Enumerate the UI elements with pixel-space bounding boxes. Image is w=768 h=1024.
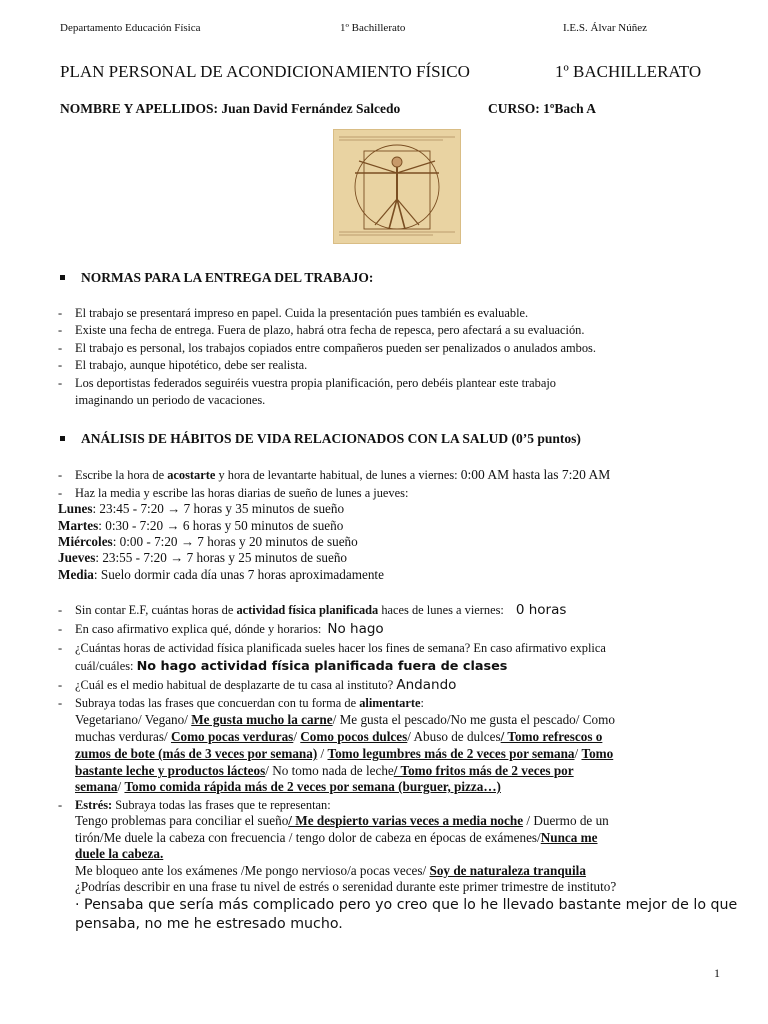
header-school: I.E.S. Álvar Núñez bbox=[563, 22, 648, 34]
q-text: Subraya todas las frases que te representan: bbox=[112, 798, 331, 812]
dash-bullet-icon: - bbox=[58, 323, 63, 337]
sleep-day-row bbox=[58, 501, 344, 518]
q-bold: alimentarte bbox=[359, 696, 421, 710]
food-line bbox=[75, 779, 501, 796]
sleep-day-row bbox=[58, 534, 358, 551]
food-option-underlined: Tomo bbox=[581, 746, 614, 761]
norma-text: El trabajo, aunque hipotético, debe ser realista. bbox=[75, 358, 308, 372]
section-habitos-title: ANÁLISIS DE HÁBITOS DE VIDA RELACIONADOS CON LA SALUD (0’5 puntos) bbox=[81, 431, 581, 446]
square-bullet-icon bbox=[60, 275, 65, 280]
norma-text: Los deportistas federados seguiréis vuestra propia planificación, pero debéis plantear este trabajo bbox=[75, 376, 556, 390]
food-option-underlined: / Tomo fritos más de 2 veces por bbox=[393, 763, 574, 778]
q-bold: acostarte bbox=[167, 468, 216, 482]
dash-bullet-icon: - bbox=[58, 468, 63, 482]
q-text: haces de lunes a viernes: bbox=[378, 603, 504, 617]
day-text: : 23:55 - 7:20 → 7 horas y 25 minutos de sueño bbox=[95, 550, 348, 565]
food-option-underlined: Como pocos dulces bbox=[300, 729, 408, 744]
food-option-underlined: Tomo comida rápida más de 2 veces por semana (burguer, pizza…) bbox=[124, 779, 501, 794]
norma-text: El trabajo es personal, los trabajos copiados entre compañeros pueden ser penalizados o anulados ambos. bbox=[75, 341, 596, 355]
header-department: Departamento Educación Física bbox=[60, 22, 201, 34]
food-option: / No tomo nada de leche bbox=[265, 763, 394, 778]
day-text: : Suelo dormir cada día unas 7 horas aproximadamente bbox=[93, 567, 384, 582]
day-text: : 0:30 - 7:20 → 6 horas y 50 minutos de sueño bbox=[98, 518, 344, 533]
weekend-answer-row bbox=[75, 658, 507, 676]
food-option: / bbox=[574, 746, 582, 761]
stress-line bbox=[75, 863, 586, 880]
food-option: / Abuso de dulces bbox=[407, 729, 501, 744]
sleep-answer: 0:00 AM hasta las 7:20 AM bbox=[460, 467, 611, 482]
square-bullet-icon bbox=[60, 436, 65, 441]
stress-option-underlined: Soy de naturaleza tranquila bbox=[429, 863, 586, 878]
food-option: / bbox=[117, 779, 125, 794]
food-line bbox=[75, 712, 615, 729]
commute-answer: Andando bbox=[396, 677, 457, 693]
dash-bullet-icon: - bbox=[58, 798, 63, 812]
stress-option-underlined: / Me despierto varias veces a media noche bbox=[288, 813, 524, 828]
day-label: Jueves bbox=[58, 550, 96, 565]
q-text: Sin contar E.F, cuántas horas de bbox=[75, 603, 237, 617]
stress-answer: · Pensaba que sería más complicado pero yo creo que lo he llevado bastante mejor de lo que bbox=[75, 897, 738, 913]
dash-bullet-icon: - bbox=[58, 622, 63, 636]
vitruvian-man-image bbox=[333, 129, 461, 244]
stress-option-underlined: Nunca me bbox=[540, 830, 598, 845]
q-text: Subraya todas las frases que concuerdan con tu forma de bbox=[75, 696, 360, 710]
student-name-row bbox=[60, 101, 400, 117]
stress-option-underlined: duele la cabeza. bbox=[75, 846, 164, 861]
stress-line bbox=[75, 846, 163, 863]
norma-text: El trabajo se presentará impreso en papel. Cuida la presentación pues también es evaluable. bbox=[75, 306, 529, 320]
day-label: Miércoles bbox=[58, 534, 113, 549]
day-text: : 23:45 - 7:20 → 7 horas y 35 minutos de sueño bbox=[92, 501, 345, 516]
q-text: y hora de levantarte habitual, de lunes a viernes: bbox=[215, 468, 461, 482]
dash-bullet-icon: - bbox=[58, 358, 63, 372]
stress-option: Tengo problemas para conciliar el sueño bbox=[75, 813, 289, 828]
dash-bullet-icon: - bbox=[58, 486, 63, 500]
section-normas-title: NORMAS PARA LA ENTREGA DEL TRABAJO: bbox=[81, 270, 374, 285]
food-line bbox=[75, 729, 602, 746]
stress-describe-question: ¿Podrías describir en una frase tu nivel de estrés o serenidad durante este primer trimestre de instituto? bbox=[75, 879, 617, 894]
section-normas-heading bbox=[60, 270, 373, 286]
q-text: cuál/cuáles: bbox=[75, 659, 134, 673]
day-label: Lunes bbox=[58, 501, 93, 516]
dash-bullet-icon: - bbox=[58, 341, 63, 355]
dash-bullet-icon: - bbox=[58, 376, 63, 390]
student-name-value: Juan David Fernández Salcedo bbox=[221, 101, 401, 116]
food-option-underlined: Me gusta mucho la carne bbox=[191, 712, 333, 727]
stress-answer: pensaba, no me he estresado mucho. bbox=[75, 916, 343, 932]
food-option-underlined: bastante leche y productos lácteos bbox=[75, 763, 266, 778]
day-label: Martes bbox=[58, 518, 99, 533]
norma-text: Existe una fecha de entrega. Fuera de plazo, habrá otra fecha de repesca, pero afectará a su evaluación. bbox=[75, 323, 585, 337]
food-option-underlined: Tomo legumbres más de 2 veces por semana bbox=[327, 746, 575, 761]
page-number: 1 bbox=[714, 966, 720, 980]
food-line bbox=[75, 746, 613, 763]
stress-option: Me bloqueo ante los exámenes /Me pongo nervioso/a pocas veces/ bbox=[75, 863, 430, 878]
sleep-day-row bbox=[58, 518, 343, 535]
dash-bullet-icon: - bbox=[58, 306, 63, 320]
dash-bullet-icon: - bbox=[58, 641, 63, 655]
day-label: Media bbox=[58, 567, 94, 582]
q-text: Escribe la hora de bbox=[75, 468, 168, 482]
food-option-underlined: / Tomo refrescos o bbox=[500, 729, 603, 744]
q-bold: actividad física planificada bbox=[236, 603, 379, 617]
norma-text-continued: imaginando un periodo de vacaciones. bbox=[75, 393, 266, 407]
sleep-day-row bbox=[58, 550, 347, 567]
q-text: ¿Cuántas horas de actividad física planificada sueles hacer los fines de semana? En caso afirmativo explica bbox=[75, 641, 606, 655]
food-option-underlined: Como pocas verduras bbox=[170, 729, 294, 744]
pa-answer: 0 horas bbox=[515, 602, 567, 618]
dash-bullet-icon: - bbox=[58, 678, 63, 692]
food-option: / bbox=[293, 729, 301, 744]
document-title-course: 1º BACHILLERATO bbox=[555, 62, 702, 81]
student-name-label: NOMBRE Y APELLIDOS: bbox=[60, 101, 222, 116]
dash-bullet-icon: - bbox=[58, 603, 63, 617]
stress-line bbox=[75, 830, 598, 847]
dash-bullet-icon: - bbox=[58, 696, 63, 710]
q-text: En caso afirmativo explica qué, dónde y horarios: bbox=[75, 622, 322, 636]
section-habitos-heading bbox=[60, 431, 581, 447]
food-option: muchas verduras/ bbox=[75, 729, 171, 744]
stress-label: Estrés: bbox=[75, 798, 113, 812]
q-text: : bbox=[420, 696, 424, 710]
stress-option: tirón/Me duele la cabeza con frecuencia / tengo dolor de cabeza en épocas de exámenes/ bbox=[75, 830, 541, 845]
pa2-answer: No hago bbox=[327, 621, 384, 637]
document-title: PLAN PERSONAL DE ACONDICIONAMIENTO FÍSICO bbox=[60, 62, 470, 81]
food-option-underlined: zumos de bote (más de 3 veces por semana) bbox=[75, 746, 318, 761]
student-course: CURSO: 1ºBach A bbox=[488, 101, 596, 116]
stress-option: / Duermo de un bbox=[523, 813, 609, 828]
food-option-underlined: semana bbox=[75, 779, 118, 794]
stress-line bbox=[75, 813, 609, 830]
food-option: / bbox=[317, 746, 328, 761]
sleep-day-row bbox=[58, 567, 384, 584]
weekend-answer: No hago actividad física planificada fuera de clases bbox=[136, 659, 508, 674]
food-option: Vegetariano/ Vegano/ bbox=[75, 712, 192, 727]
header-course: 1º Bachillerato bbox=[340, 22, 406, 34]
food-line bbox=[75, 763, 574, 780]
q-text: ¿Cuál es el medio habitual de desplazarte de tu casa al instituto? bbox=[75, 678, 394, 692]
day-text: : 0:00 - 7:20 → 7 horas y 20 minutos de sueño bbox=[112, 534, 358, 549]
q-text: Haz la media y escribe las horas diarias de sueño de lunes a jueves: bbox=[75, 486, 409, 500]
food-option: / Me gusta el pescado/No me gusta el pescado/ Como bbox=[332, 712, 615, 727]
